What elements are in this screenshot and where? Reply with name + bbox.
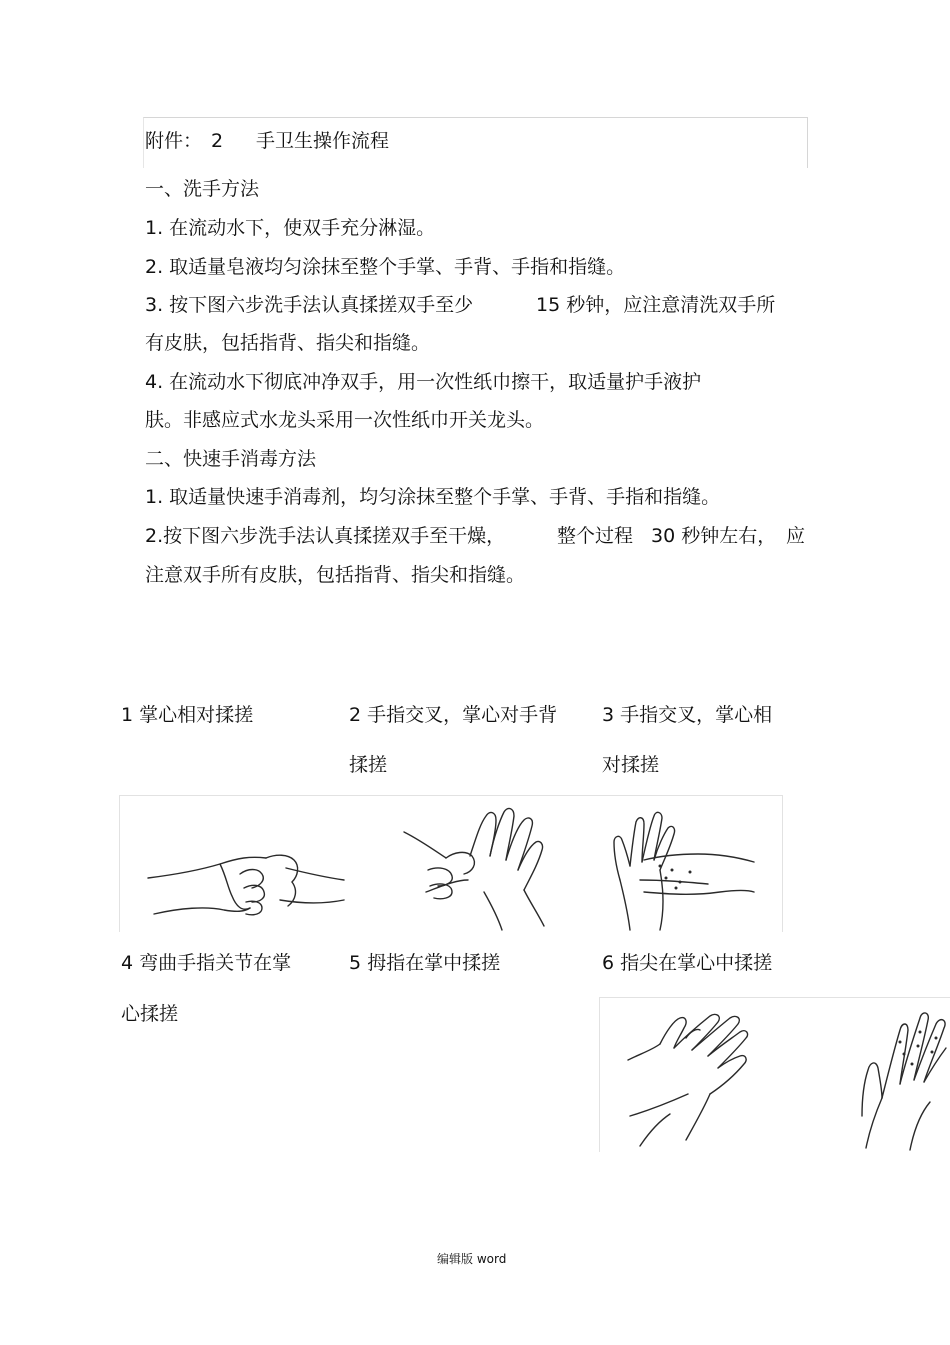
section2-item2-line1b: 整个过程 [557, 525, 634, 547]
illustration-steps-1-3 [119, 795, 783, 932]
hand-illustration-step6a [628, 1014, 748, 1146]
section1-item1: 1. 在流动水下，使双手充分淋湿。 [145, 217, 436, 239]
footer-text: 编辑版 word [437, 1252, 507, 1266]
hand-illustration-step6b [862, 1013, 946, 1150]
step1-caption: 1 掌心相对揉搓 [121, 704, 254, 726]
step3-caption-line1: 3 手指交叉，掌心相 [602, 704, 773, 726]
section2-item2-line1d: 应 [786, 525, 806, 547]
attachment-label: 附件： [145, 130, 203, 152]
section2-item2-line1a: 2.按下图六步洗手法认真揉搓双手至干燥， [145, 525, 506, 547]
step2-caption-line2: 揉搓 [349, 754, 388, 776]
section1-item2: 2. 取适量皂液均匀涂抹至整个手掌、手背、手指和指缝。 [145, 256, 626, 278]
step5-caption: 5 拇指在掌中揉搓 [349, 952, 501, 974]
section2-heading: 二、快速手消毒方法 [145, 448, 317, 470]
step6-caption: 6 指尖在掌心中揉搓 [602, 952, 773, 974]
section1-item4-line2: 肤。非感应式水龙头采用一次性纸巾开关龙头。 [145, 409, 545, 431]
section1-heading: 一、洗手方法 [145, 178, 260, 200]
step4-caption-line1: 4 弯曲手指关节在掌 [121, 952, 292, 974]
section1-item3-line1b: 15 秒钟，应注意清洗双手所 [536, 294, 776, 316]
title-box [143, 117, 808, 168]
hand-illustration-step2 [404, 809, 544, 930]
page-title: 手卫生操作流程 [256, 130, 390, 152]
illustration-step6 [599, 997, 950, 1152]
section2-item2-line2: 注意双手所有皮肤，包括指背、指尖和指缝。 [145, 564, 526, 586]
hand-illustration-step3 [614, 812, 754, 930]
section2-item2-line1c: 30 秒钟左右， [651, 525, 777, 547]
section1-item4-line1: 4. 在流动水下彻底冲净双手，用一次性纸巾擦干，取适量护手液护 [145, 371, 702, 393]
step2-caption-line1: 2 手指交叉，掌心对手背 [349, 704, 558, 726]
attachment-number: 2 [211, 130, 224, 152]
section1-item3-line1a: 3. 按下图六步洗手法认真揉搓双手至少 [145, 294, 474, 316]
section1-item3-line2: 有皮肤，包括指背、指尖和指缝。 [145, 332, 431, 354]
step4-caption-line2: 心揉搓 [121, 1003, 179, 1025]
hand-illustration-step1 [148, 855, 344, 915]
step3-caption-line2: 对揉搓 [602, 754, 660, 776]
section2-item1: 1. 取适量快速手消毒剂，均匀涂抹至整个手掌、手背、手指和指缝。 [145, 486, 721, 508]
